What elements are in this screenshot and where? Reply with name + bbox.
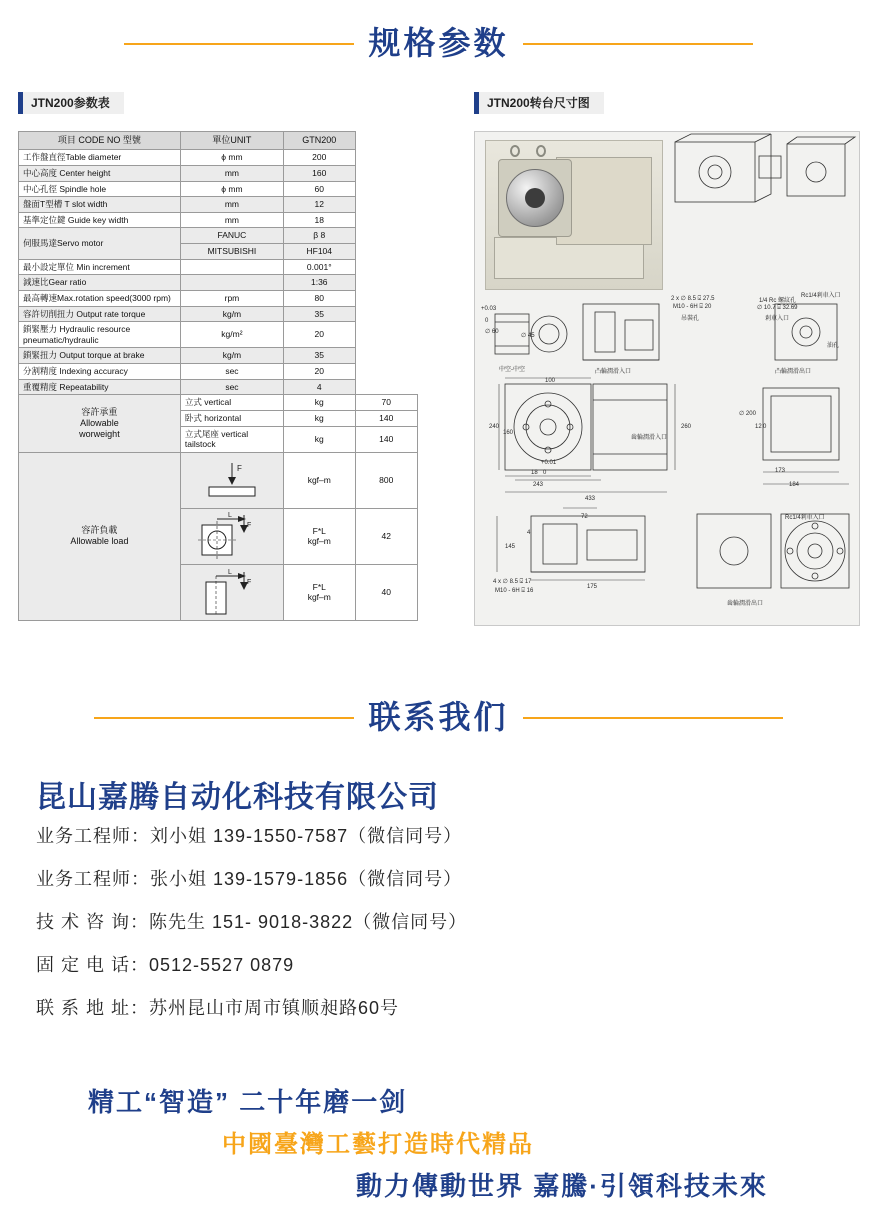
table-row: [19, 322, 418, 348]
spec-heading-title: 规格参数: [368, 25, 509, 61]
contact-section-heading: [0, 700, 877, 735]
table-row-allowable-load: [19, 452, 418, 508]
dimension-label: M10 - 6H ⍌ 20: [673, 304, 712, 310]
row-unit: kg/m: [180, 348, 283, 364]
contact-line-telephone: 固 定 电 话：0512-5527 0879: [36, 955, 295, 975]
contact-line-sales-1: 业务工程师：刘小姐 139-1550-7587（微信同号）: [36, 826, 463, 846]
row-unit: kg/m: [180, 306, 283, 322]
row-name: 中心孔徑 Spindle hole: [19, 181, 181, 197]
dimension-label: 4: [527, 530, 531, 536]
heading-rule-right: [523, 717, 783, 719]
spec-section-heading: [0, 26, 877, 61]
dimension-label: 72: [581, 514, 588, 520]
dimension-label: 凸輪潤滑出口: [775, 369, 812, 375]
table-row: [19, 290, 418, 306]
row-value: 0.001°: [283, 259, 355, 275]
load-moment-icon: [180, 508, 283, 564]
row-name: 最小設定單位 Min increment: [19, 259, 181, 275]
row-name: 分割精度 Indexing accuracy: [19, 364, 181, 380]
dimension-label: 100: [545, 378, 556, 384]
contact-line-address: 联 系 地 址：苏州昆山市周市镇顺昶路60号: [36, 998, 400, 1018]
row-name: 基準定位鍵 Guide key width: [19, 212, 181, 228]
svg-text:F: F: [246, 522, 252, 530]
table-row: [19, 306, 418, 322]
row-name: 伺服馬達Servo motor: [19, 228, 181, 259]
row-unit: [283, 564, 355, 620]
row-unit: kg/m²: [180, 322, 283, 348]
dimension-label: 吊裝孔: [681, 316, 700, 322]
header-unit: 單位UNIT: [180, 132, 283, 150]
row-name: 卧式 horizontal: [180, 410, 283, 426]
dimension-label: 中空-中空: [499, 367, 525, 373]
dimension-drawing-svg: [475, 132, 861, 627]
slogan-1: 精工“智造” 二十年磨一剑: [88, 1087, 408, 1117]
contact-heading-title: 联系我们: [368, 699, 509, 735]
row-unit: mm: [180, 197, 283, 213]
table-row-allowable-weight: [19, 395, 418, 411]
dimension-label: ∅ 60: [485, 329, 499, 335]
row-unit: kg: [283, 410, 355, 426]
contact-line-sales-2: 业务工程师：张小姐 139-1579-1856（微信同号）: [36, 869, 463, 889]
group-label-en: Allowable load: [70, 536, 129, 547]
dimension-label: 260: [681, 424, 692, 430]
row-unit: FANUC: [180, 228, 283, 244]
svg-text:F: F: [236, 464, 242, 474]
load-vertical-icon: [180, 452, 283, 508]
dimension-label: Rc1/4剎車入口: [785, 515, 825, 521]
dimension-label: 2 x ∅ 8.5 ⍌ 27.5: [671, 296, 715, 302]
row-value: 80: [283, 290, 355, 306]
row-name: 盤面T型槽 T slot width: [19, 197, 181, 213]
dimension-label: +0.01: [541, 460, 557, 466]
row-value: 20: [283, 322, 355, 348]
company-name: 昆山嘉腾自动化科技有限公司: [36, 781, 439, 814]
row-name: 工作盤直徑Table diameter: [19, 150, 181, 166]
dimension-label: 凸輪潤滑入口: [595, 369, 632, 375]
dimension-label: 0: [485, 318, 489, 324]
slogan-2: 中國臺灣工藝打造時代精品: [222, 1131, 534, 1158]
header-model: GTN200: [283, 132, 355, 150]
row-name: 鎖緊壓力 Hydraulic resource pneumatic/hydraulic: [19, 322, 181, 348]
dimension-label: 433: [585, 496, 596, 502]
row-unit: rpm: [180, 290, 283, 306]
dimension-label: 0: [763, 424, 767, 430]
row-value: β 8: [283, 228, 355, 244]
dimension-label: 齒輪潤滑入口: [631, 435, 668, 441]
table-row: [19, 259, 418, 275]
dimension-label: M10 - 6H ⍌ 16: [495, 588, 534, 594]
slogan-3: 動力傳動世界 嘉騰·引領科技未來: [356, 1171, 768, 1201]
row-unit-1: F*L: [312, 581, 326, 592]
row-value: 800: [355, 452, 417, 508]
group-label-en-1: Allowable: [80, 417, 119, 428]
dimension-label: 齒輪潤滑出口: [727, 601, 764, 607]
row-unit: sec: [180, 379, 283, 395]
row-value: 4: [283, 379, 355, 395]
row-value: 12: [283, 197, 355, 213]
tag-parameter-table: JTN200参数表: [18, 92, 124, 114]
row-value: 1:36: [283, 275, 355, 291]
table-row: [19, 348, 418, 364]
table-row: [19, 181, 418, 197]
row-name: 立式尾座 vertical tailstock: [180, 426, 283, 452]
dimension-label: 剎車入口: [765, 316, 790, 322]
heading-rule-left: [124, 43, 354, 45]
dimension-label: 184: [789, 482, 800, 488]
row-name: 重覆精度 Repeatability: [19, 379, 181, 395]
dimension-label: 0: [543, 470, 547, 476]
dimension-label: 145: [505, 544, 516, 550]
row-unit: mm: [180, 165, 283, 181]
table-row: [19, 228, 418, 244]
dimension-label: 243: [533, 482, 544, 488]
dimension-label: 4 x ∅ 8.5 ⍌ 17: [493, 579, 532, 585]
row-name: 鎖緊扭力 Output torque at brake: [19, 348, 181, 364]
row-unit: sec: [180, 364, 283, 380]
row-name: 減速比Gear ratio: [19, 275, 181, 291]
row-value: 35: [283, 306, 355, 322]
dimension-label: 1/4 Rc 螺紋孔: [759, 298, 797, 304]
table-header-row: [19, 132, 418, 150]
row-unit: [283, 508, 355, 564]
dimension-label: 160: [503, 430, 514, 436]
dimension-label: ∅ 10.7 ⍌ 32.69: [757, 305, 798, 311]
row-unit: kgf–m: [283, 452, 355, 508]
spec-table-container: [18, 131, 418, 621]
row-unit: kg: [283, 395, 355, 411]
dimension-label: +0.03: [481, 306, 497, 312]
dimension-label: ∅ 45: [521, 333, 535, 339]
row-value: 160: [283, 165, 355, 181]
row-unit: kg: [283, 426, 355, 452]
row-value: 20: [283, 364, 355, 380]
row-value: 200: [283, 150, 355, 166]
table-row: [19, 212, 418, 228]
row-unit: [180, 275, 283, 291]
group-label-cn: 容許負載: [81, 525, 118, 535]
tag-dimension-drawing: JTN200转台尺寸图: [474, 92, 604, 114]
table-row: [19, 364, 418, 380]
row-unit-2: kgf–m: [307, 592, 331, 603]
group-label-cn: 容許承重: [81, 406, 118, 417]
row-name: 中心高度 Center height: [19, 165, 181, 181]
dimension-drawing-panel: [474, 131, 860, 626]
dimension-label: 18: [531, 470, 538, 476]
row-value: HF104: [283, 244, 355, 260]
dimension-label: 173: [775, 468, 786, 474]
dimension-label: 12: [755, 424, 762, 430]
row-unit-2: kgf–m: [307, 536, 331, 547]
table-row: [19, 379, 418, 395]
row-value: 140: [355, 410, 417, 426]
header-item: 项目 CODE NO 型號: [19, 132, 181, 150]
group-label-allowable-weight: [19, 395, 181, 453]
row-value: 35: [283, 348, 355, 364]
load-side-icon: [180, 564, 283, 620]
svg-text:L: L: [227, 569, 232, 577]
row-unit: MITSUBISHI: [180, 244, 283, 260]
row-unit: ϕ mm: [180, 150, 283, 166]
heading-rule-left: [94, 717, 354, 719]
dimension-label: 240: [489, 424, 500, 430]
row-value: 140: [355, 426, 417, 452]
dimension-label: Rc1/4剎車入口: [801, 293, 841, 299]
row-unit: mm: [180, 212, 283, 228]
row-value: 70: [355, 395, 417, 411]
table-row: [19, 150, 418, 166]
row-value: 40: [355, 564, 417, 620]
row-unit-1: F*L: [312, 525, 326, 536]
spec-table: [18, 131, 418, 621]
dimension-label: 175: [587, 584, 598, 590]
row-value: 42: [355, 508, 417, 564]
dimension-label: ∅ 200: [739, 411, 756, 417]
row-value: 18: [283, 212, 355, 228]
table-row: [19, 275, 418, 291]
dimension-label: 油孔: [827, 343, 840, 349]
table-row: [19, 165, 418, 181]
table-row: [19, 197, 418, 213]
row-unit: [180, 259, 283, 275]
svg-text:F: F: [246, 579, 252, 587]
row-name: 最高轉速Max.rotation speed(3000 rpm): [19, 290, 181, 306]
row-unit: ϕ mm: [180, 181, 283, 197]
heading-rule-right: [523, 43, 753, 45]
row-name: 容許切削扭力 Output rate torque: [19, 306, 181, 322]
group-label-allowable-load: [19, 452, 181, 620]
contact-line-technical: 技 术 咨 询：陈先生 151- 9018-3822（微信同号）: [36, 912, 468, 932]
row-value: 60: [283, 181, 355, 197]
row-name: 立式 vertical: [180, 395, 283, 411]
group-label-en-2: worweight: [79, 429, 120, 440]
svg-text:L: L: [227, 512, 232, 520]
